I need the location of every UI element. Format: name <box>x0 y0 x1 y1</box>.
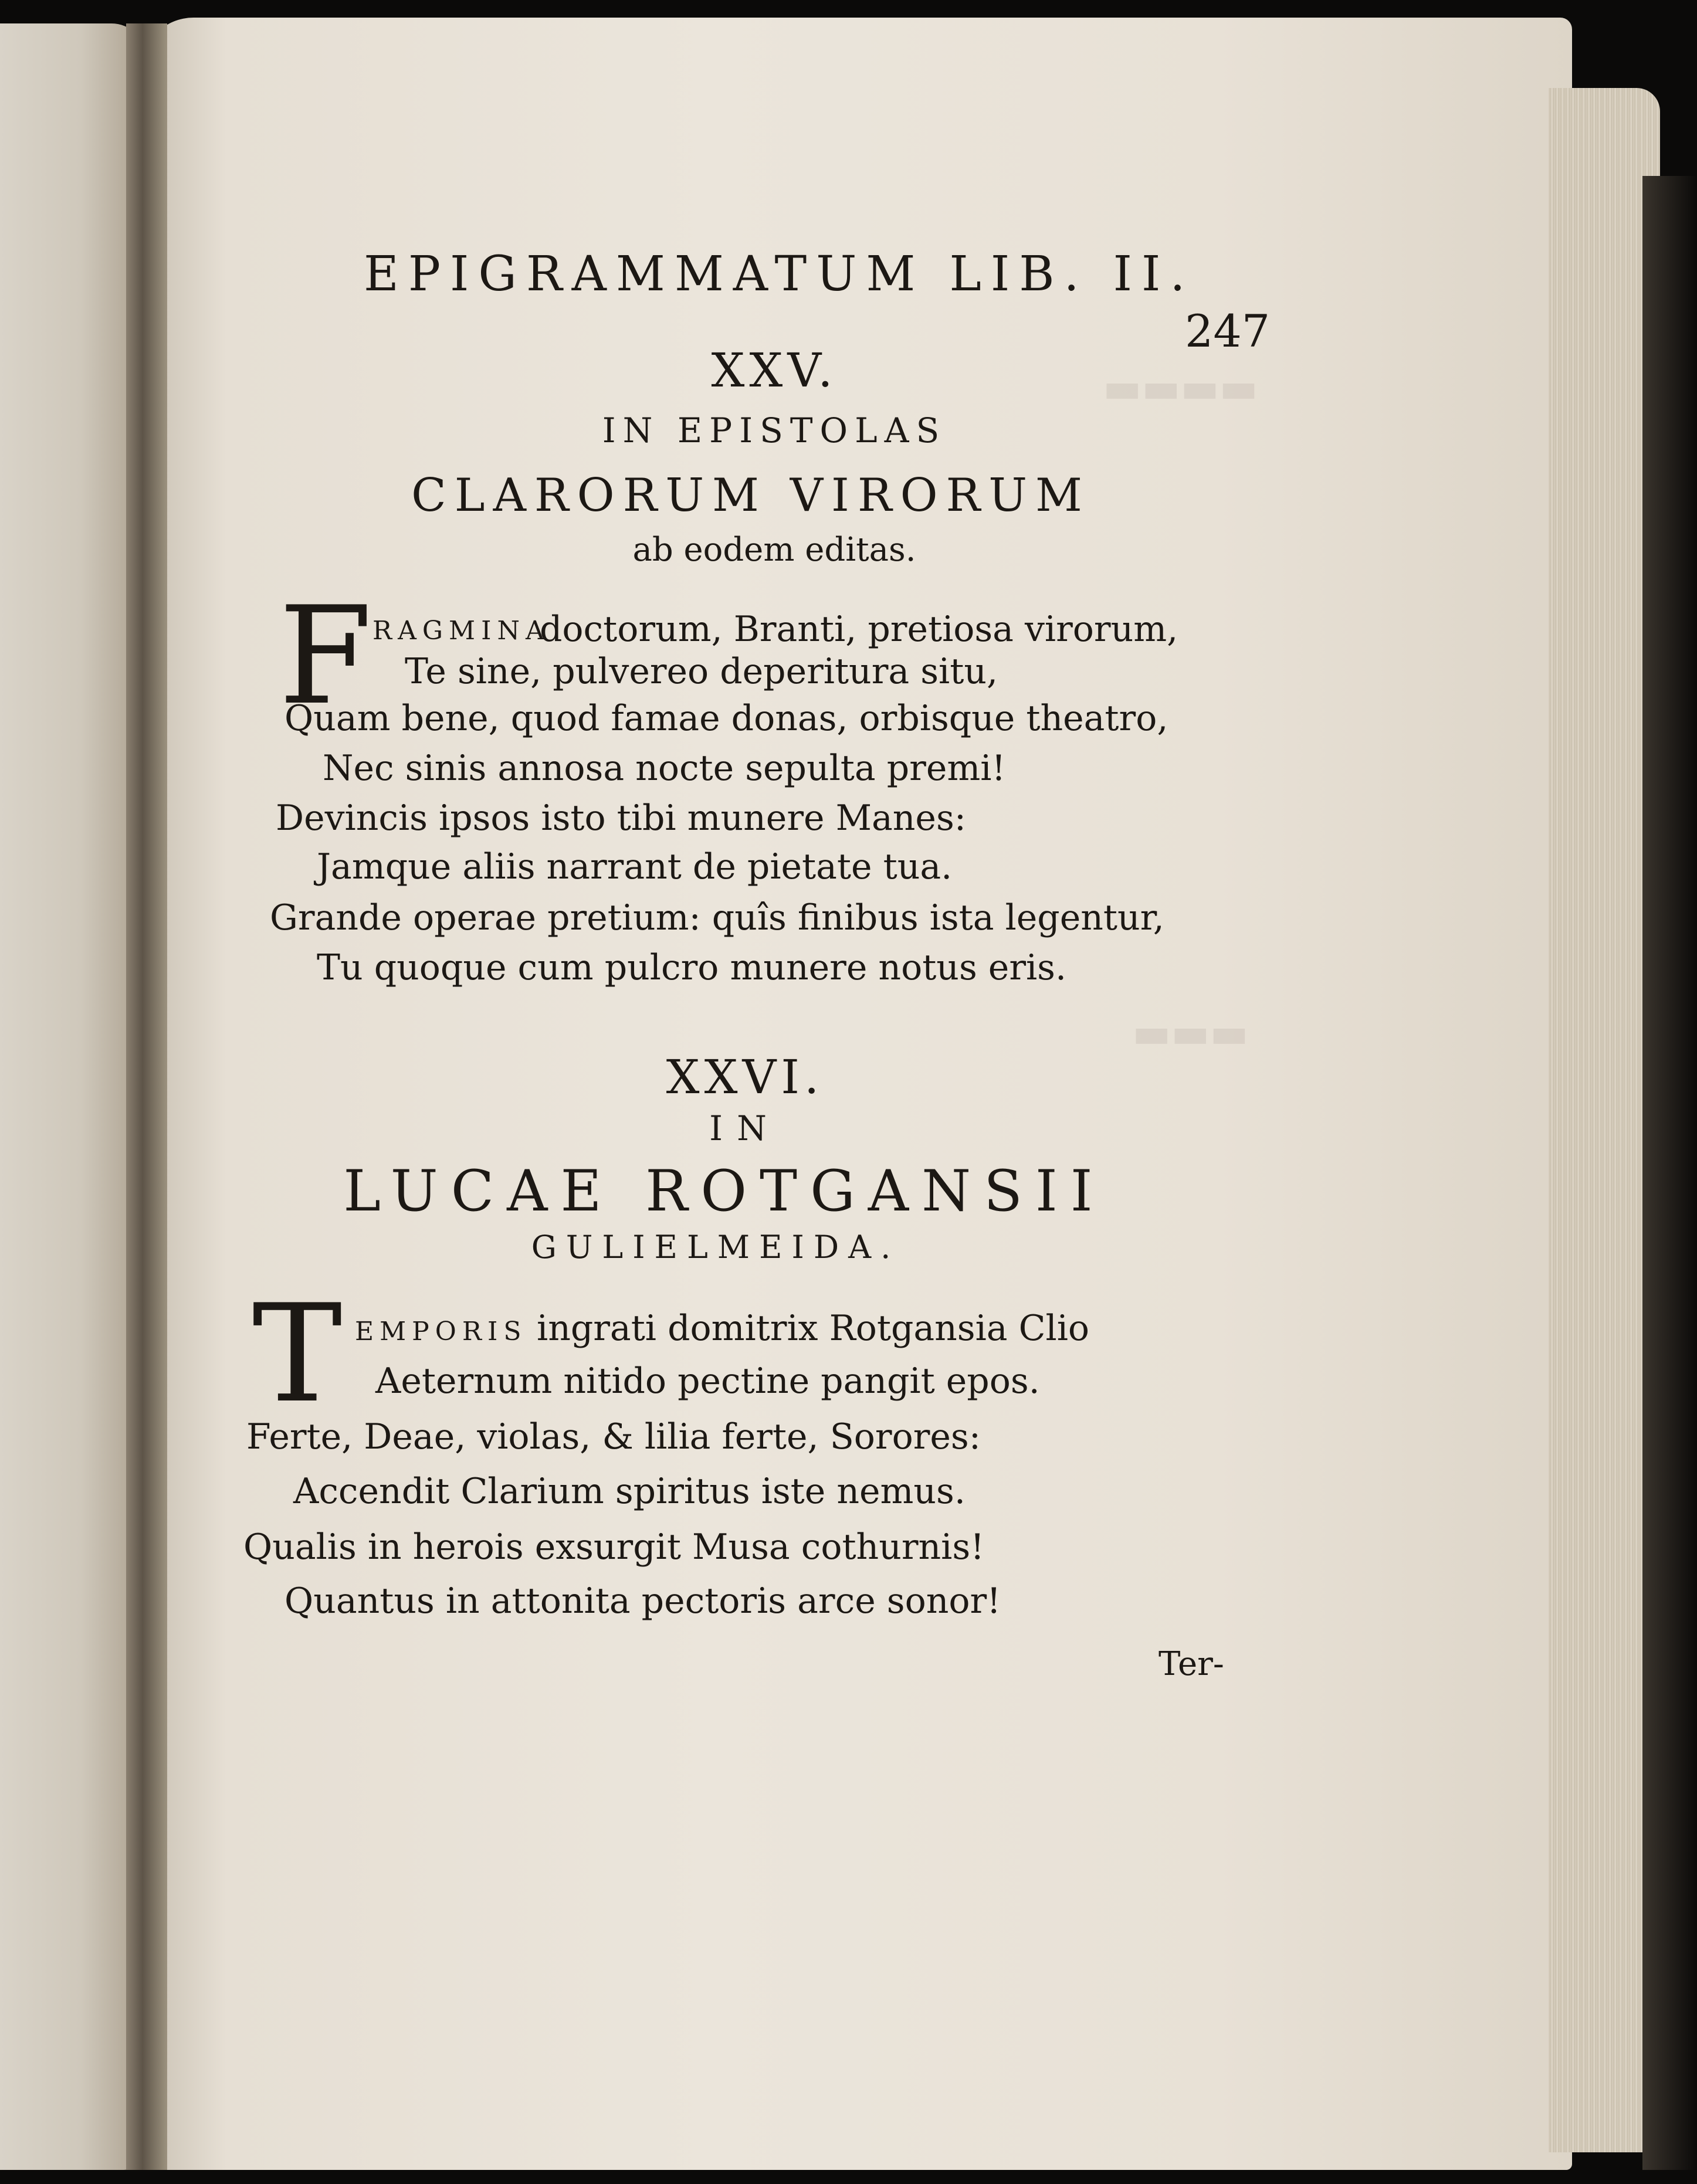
first-word-smallcaps: RAGMINA <box>372 616 550 646</box>
poem-number: XXV. <box>711 343 838 398</box>
poem-title-line: IN <box>709 1108 781 1148</box>
verse-line: Accendit Clarium spiritus iste nemus. <box>293 1471 966 1512</box>
verse-line: Grande operae pretium: quîs finibus ista legentur, <box>270 897 1164 938</box>
running-head: EPIGRAMMATUM LIB. II. <box>364 246 1195 302</box>
verse-line: Quantus in attonita pectoris arce sonor! <box>284 1581 1001 1622</box>
poem-title-line: CLARORUM VIRORUM <box>411 469 1090 522</box>
first-word-smallcaps: EMPORIS <box>355 1317 527 1347</box>
show-through-texture: ▬▬▬ <box>1132 1009 1249 1057</box>
poem-subtitle: ab eodem editas. <box>632 531 916 569</box>
verse-line: ingrati domitrix Rotgansia Clio <box>537 1308 1090 1349</box>
drop-cap: F <box>279 578 372 735</box>
drop-cap: T <box>252 1276 343 1433</box>
page-number: 247 <box>1185 305 1271 357</box>
catchword: Ter- <box>1159 1645 1224 1683</box>
verse-line: Te sine, pulvereo deperitura situ, <box>405 651 998 692</box>
verse-line: doctorum, Branti, pretiosa virorum, <box>540 609 1178 650</box>
verse-line: Ferte, Deae, violas, & lilia ferte, Sorores: <box>246 1416 981 1457</box>
fore-edge-shadow <box>1642 176 1697 2170</box>
verse-line: Devincis ipsos isto tibi munere Manes: <box>276 798 966 839</box>
left-page <box>0 23 147 2170</box>
poem-number: XXVI. <box>666 1050 824 1104</box>
book-gutter <box>126 23 167 2170</box>
verse-line: Qualis in herois exsurgit Musa cothurnis! <box>243 1527 985 1568</box>
poem-title-line: IN EPISTOLAS <box>602 411 947 450</box>
show-through-texture: ▬▬▬▬ <box>1103 364 1258 412</box>
verse-line: Nec sinis annosa nocte sepulta premi! <box>323 748 1006 789</box>
poem-title-line: GULIELMEIDA. <box>531 1229 900 1266</box>
verse-line: Aeternum nitido pectine pangit epos. <box>375 1361 1040 1402</box>
verse-line: Tu quoque cum pulcro munere notus eris. <box>317 947 1067 988</box>
verse-line: Quam bene, quod famae donas, orbisque theatro, <box>284 698 1168 739</box>
verse-line: Jamque aliis narrant de pietate tua. <box>317 846 953 887</box>
poem-title-line: LUCAE ROTGANSII <box>343 1158 1106 1224</box>
